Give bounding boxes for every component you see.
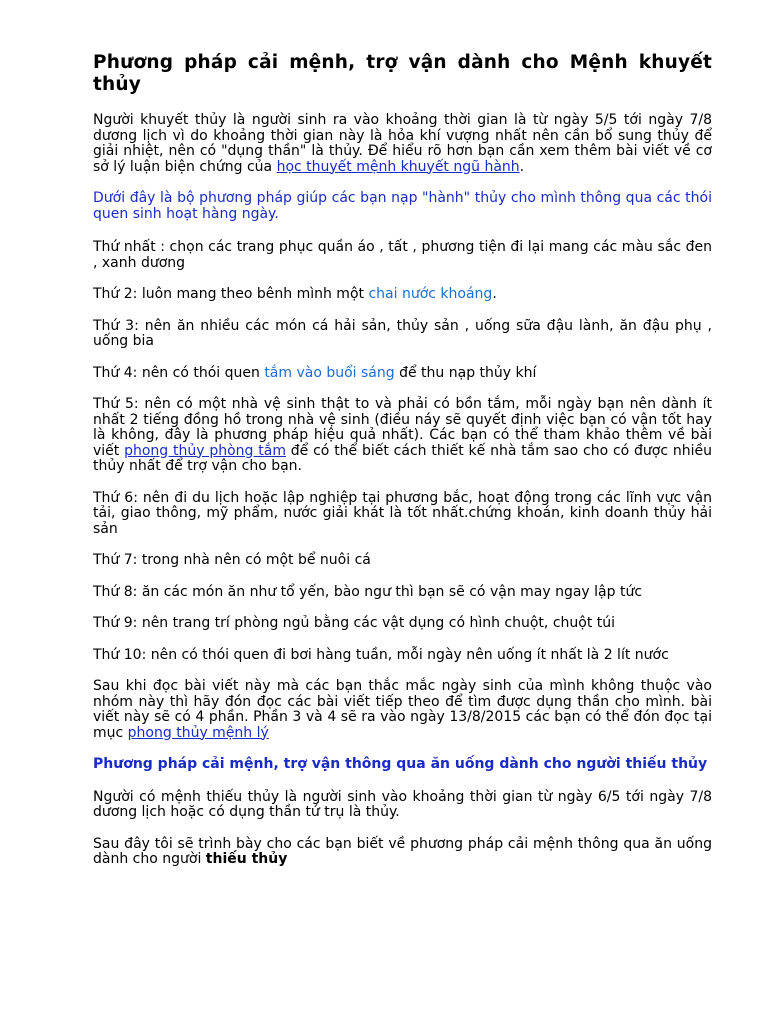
item-10: Thứ 10: nên có thói quen đi bơi hàng tuần, mỗi ngày nên uống ít nhất là 2 lít nước [93,646,669,663]
item-9: Thứ 9: nên trang trí phòng ngủ bằng các vật dụng có hình chuột, chuột túi [93,615,616,631]
article-body [93,52,712,884]
item-4 [93,366,712,382]
article-title: Phương pháp cải mệnh, trợ vận dành cho Mệnh khuyết thủy [93,52,712,95]
lead-paragraph: Dưới đây là bộ phương pháp giúp các bạn nạp "hành" thủy cho mình thông qua các thói quen sinh hoạt hàng ngày. [93,190,712,222]
link-phong-thuy-phong-tam[interactable]: phong thủy phòng tắm [124,442,286,459]
after-text: Sau khi đọc bài viết này mà các bạn thắc mắc ngày sinh của mình không thuộc vào nhóm này thì hãy đón đọc các bài viết tiếp theo để tìm được dụng thần cho mình. bài viết này sẽ có 4 phần. Phần 3 và 4 sẽ ra vào ngày 13/8/2015 các bạn có thể đón đọc tại mục [93,678,712,741]
after-paragraph [93,679,712,741]
intro-end: . [519,158,525,175]
item-2-text: Thứ 2: luôn mang theo bênh mình một [93,286,369,302]
item-4-text: Thứ 4: nên có thói quen [93,364,265,381]
item-5-text: Thứ 5: nên có một nhà vệ sinh thật to và phải có bồn tắm, mỗi ngày bạn nên dành ít nhất 2 tiếng đồng hồ trong nhà vệ sinh (điều náy sẽ quyết định việc bạn có vận tốt hay là không, đây là phương pháp hiệu quả nhất). Các bạn có thể tham khảo thêm về bài viết [93,396,712,459]
intro-text: Người khuyết thủy là người sinh ra vào khoảng thời gian là từ ngày 5/5 tới ngày 7/8 dương lịch vì do khoảng thời gian này là hỏa khí vượng nhất nên cần bổ sung thủy để giải nhiệt, nên có "dụng thần" là thủy. Để hiểu rõ hơn bạn cần xem thêm bài viết về cơ sở lý luận biện chứng của [93,112,712,175]
item-1: Thứ nhất : chọn các trang phục quần áo , tất , phương tiện đi lại mang các màu sắc đen , xanh dương [93,239,712,271]
item-8: Thứ 8: ăn các món ăn như tổ yến, bào ngư thì bạn sẽ có vận may ngay lập tức [93,583,643,600]
item-4-end: để thu nạp thủy khí [394,364,537,381]
item-3: Thứ 3: nên ăn nhiều các món cá hải sản, thủy sản , uống sữa đậu lành, ăn đậu phụ , uống bia [93,317,712,349]
section-2-paragraph-2-text: Sau đây tôi sẽ trình bày cho các bạn biết về phương pháp cải mệnh thông qua ăn uống dành cho người [93,835,712,867]
item-2 [93,287,712,303]
link-hoc-thuyet[interactable]: học thuyết mệnh khuyết ngũ hành [276,158,520,175]
item-5 [93,397,712,475]
item-7: Thứ 7: trong nhà nên có một bể nuôi cá [93,552,371,568]
section-2-paragraph-1: Người có mệnh thiếu thủy là người sinh vào khoảng thời gian từ ngày 6/5 tới ngày 7/8 dương lịch hoặc có dụng thần tứ trụ là thủy. [93,788,712,820]
item-6: Thứ 6: nên đi du lịch hoặc lập nghiệp tại phương bắc, hoạt động trong các lĩnh vực vận tải, giao thông, mỹ phẩm, nước giải khát là tốt nhất.chứng khoán, kinh doanh thủy hải sản [93,489,712,537]
section-2-heading: Phương pháp cải mệnh, trợ vận thông qua ăn uống dành cho người thiếu thủy [93,756,708,772]
item-4-highlight: tắm vào buổi sáng [264,364,395,381]
item-5-end: để có thể biết cách thiết kế nhà tắm sao cho có được nhiều thủy nhất để trợ vận cho bạn. [93,442,713,474]
intro-paragraph [93,113,712,175]
bold-thieu-thuy: thiếu thủy [205,851,288,867]
item-2-end: . [492,286,497,302]
link-phong-thuy-menh-ly[interactable]: phong thủy mệnh lý [127,724,269,741]
item-2-highlight: chai nước khoáng [368,286,493,302]
section-2-paragraph-2 [93,837,712,868]
